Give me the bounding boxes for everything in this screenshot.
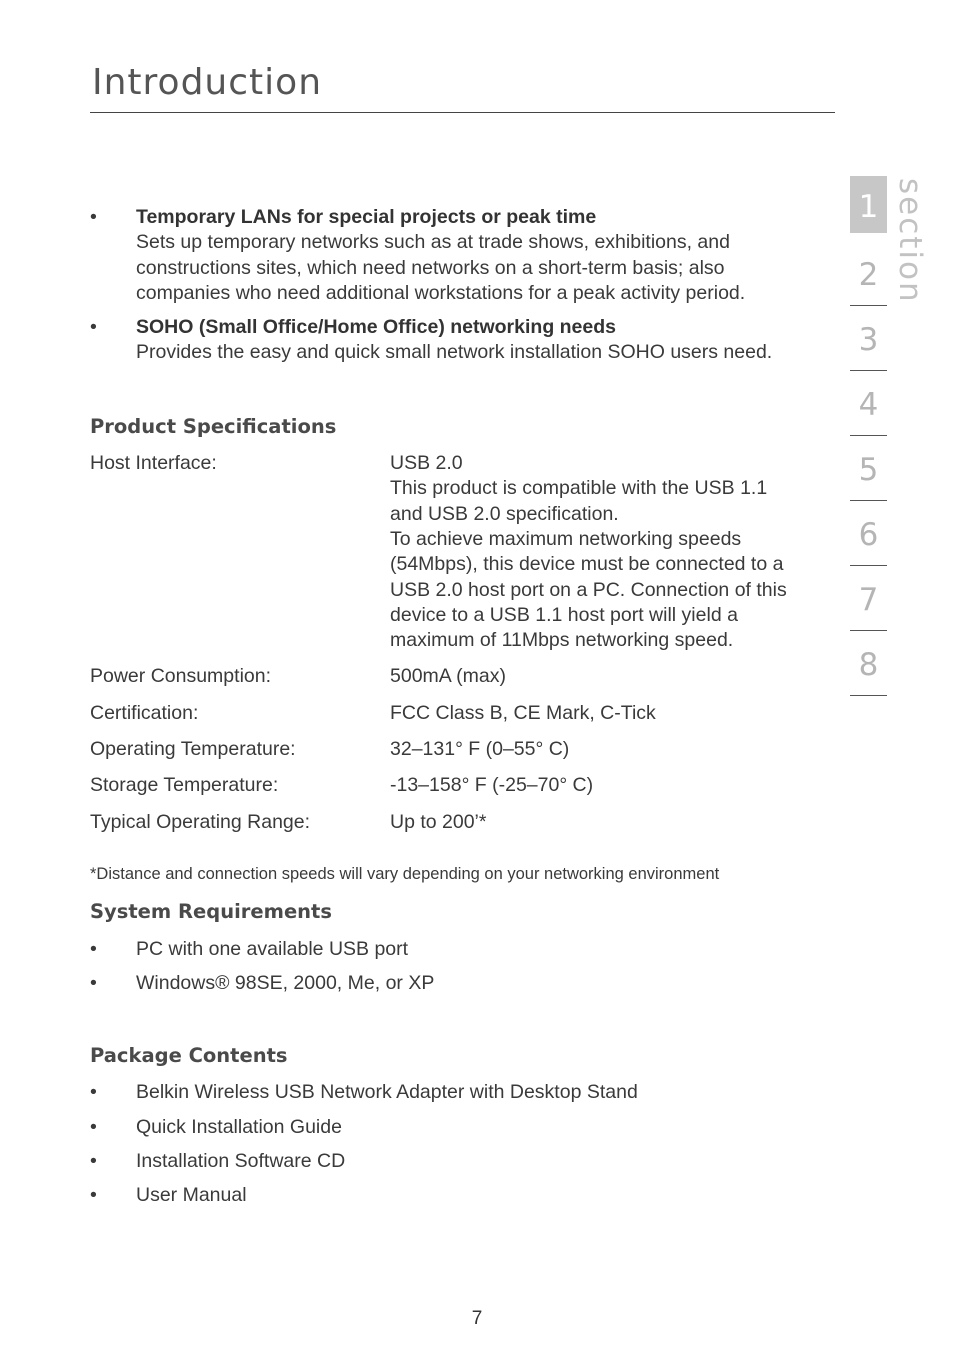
package-contents-heading: Package Contents [90, 1044, 288, 1068]
section-tab-2[interactable]: 2 [850, 241, 887, 306]
section-tab-7[interactable]: 7 [850, 566, 887, 631]
section-label: section [892, 178, 928, 304]
spec-label: Host Interface: [90, 452, 217, 475]
section-tab-8[interactable]: 8 [850, 631, 887, 696]
section-tab-3[interactable]: 3 [850, 306, 887, 371]
section-navigation [850, 176, 887, 696]
section-tab-4[interactable]: 4 [850, 371, 887, 436]
spec-label: Power Consumption: [90, 665, 272, 688]
bullet-title: • SOHO (Small Office/Home Office) networking needs [136, 316, 617, 339]
spec-value [390, 451, 795, 653]
section-tab-1[interactable]: 1 [850, 176, 887, 233]
system-requirements-heading: System Requirements [90, 900, 332, 924]
bullet-title: • Temporary LANs for special projects or peak time [136, 206, 597, 228]
title-divider [90, 112, 835, 113]
spec-value: 500mA (max) [390, 665, 506, 688]
spec-value: 32–131° F (0–55° C) [390, 738, 570, 761]
spec-row [90, 451, 795, 653]
product-specs-heading: Product Specifications [90, 414, 337, 438]
spec-value: Up to 200’* [390, 810, 487, 833]
spec-value-main: USB 2.0 [390, 452, 463, 475]
spec-label: Typical Operating Range: [90, 810, 311, 833]
page-number: 7 [471, 1308, 483, 1329]
spec-label: Storage Temperature: [90, 774, 279, 797]
bullet-body: Provides the easy and quick small network installation SOHO users need. [136, 341, 773, 364]
spec-label: Operating Temperature: [90, 738, 296, 761]
spec-row [90, 701, 795, 726]
spec-label: Certification: [90, 701, 199, 724]
spec-note: To achieve maximum networking speeds (54Mbps), this device must be connected to a USB 2.0 host port on a PC. Connection of this device to a USB 1.1 host port will yield a maximum of 11Mbps networking speed. [390, 527, 787, 652]
list-item: • User Manual [90, 1183, 795, 1208]
list-item: • Belkin Wireless USB Network Adapter with Desktop Stand [90, 1080, 795, 1105]
bullet-body: Sets up temporary networks such as at trade shows, exhibitions, and constructions sites, which need networks on a short-term basis; also companies who need additional workstations for a peak activity period. [136, 231, 746, 304]
list-item: • Windows® 98SE, 2000, Me, or XP [90, 971, 795, 996]
list-item: • PC with one available USB port [90, 937, 795, 962]
list-item [90, 315, 795, 366]
list-item [90, 205, 795, 306]
list-item: • Installation Software CD [90, 1149, 795, 1174]
spec-value: -13–158° F (-25–70° C) [390, 774, 594, 797]
footnote: *Distance and connection speeds will vary depending on your networking environment [90, 864, 720, 883]
page-title: Introduction [92, 62, 323, 103]
spec-row [90, 664, 795, 689]
spec-row [90, 773, 795, 798]
spec-row [90, 737, 795, 762]
page-content [90, 205, 795, 1209]
spec-note: This product is compatible with the USB 1.1 and USB 2.0 specification. [390, 477, 768, 525]
spec-value: FCC Class B, CE Mark, C-Tick [390, 701, 656, 724]
spec-row [90, 810, 795, 835]
section-tab-6[interactable]: 6 [850, 501, 887, 566]
list-item: • Quick Installation Guide [90, 1115, 795, 1140]
section-tab-5[interactable]: 5 [850, 436, 887, 501]
